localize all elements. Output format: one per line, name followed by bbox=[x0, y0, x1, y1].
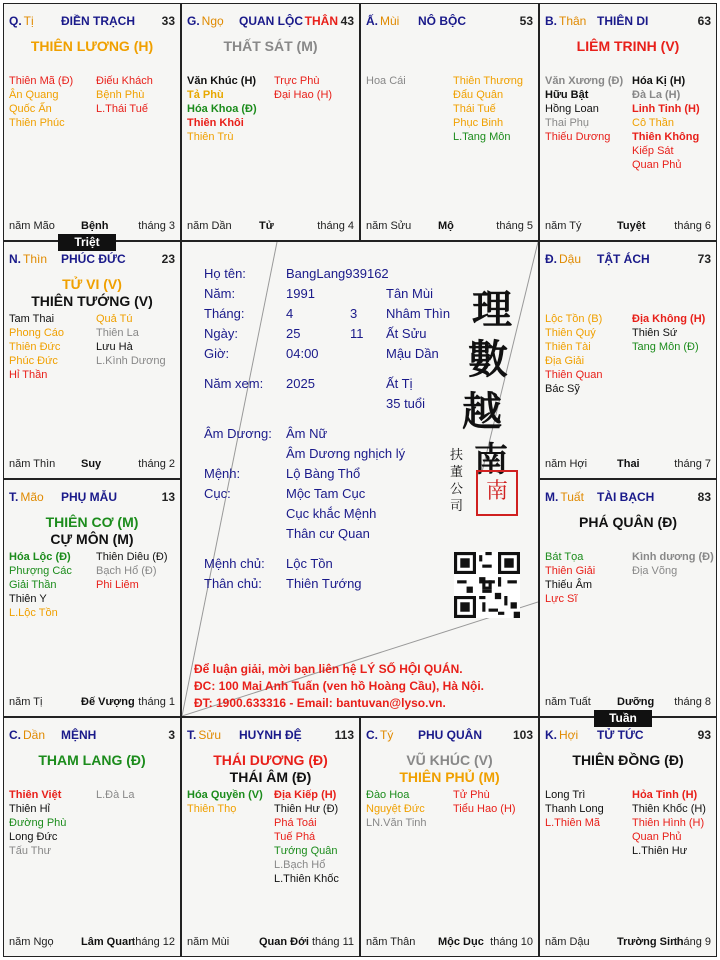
minor-star: Đà La (H) bbox=[632, 89, 681, 101]
main-star: THIÊN LƯƠNG (H) bbox=[30, 38, 154, 54]
minor-star: Lộc Tồn (B) bbox=[545, 313, 603, 325]
palace-name: QUAN LỘC bbox=[239, 14, 303, 28]
minor-star: Thiên Hư (Đ) bbox=[274, 803, 339, 815]
palace-cell-suu[interactable] bbox=[181, 717, 360, 957]
age-number: 23 bbox=[161, 252, 175, 266]
minor-star: Bát Tọa bbox=[545, 551, 584, 563]
month-label: tháng 2 bbox=[138, 458, 175, 470]
minor-star: Tiểu Hao (H) bbox=[453, 803, 516, 815]
left-star-list bbox=[545, 74, 623, 144]
month-label: tháng 9 bbox=[674, 936, 711, 948]
right-star-list bbox=[632, 312, 705, 354]
month-value: 4 bbox=[286, 306, 294, 321]
heavenly-stem: Ấ. bbox=[366, 14, 378, 28]
palace-footer bbox=[545, 220, 711, 234]
minor-star: Hóa Kị (H) bbox=[632, 75, 686, 87]
month-label: Tháng: bbox=[204, 306, 245, 321]
main-star: THIÊN TƯỚNG (V) bbox=[31, 293, 153, 309]
palace-name: TÀI BẠCH bbox=[597, 490, 655, 504]
menh-label: Mệnh: bbox=[204, 466, 241, 481]
life-stage: Quan Đới bbox=[259, 936, 309, 948]
amduong-value: Âm Nữ bbox=[286, 426, 328, 441]
right-star-list bbox=[96, 550, 168, 592]
menhchu-label: Mệnh chủ: bbox=[204, 556, 265, 571]
minor-star: Địa Kiếp (H) bbox=[274, 789, 337, 801]
contact-line-1: Để luận giải, mời bạn liên hệ LÝ SỐ HỘI QUÁN. bbox=[194, 662, 463, 676]
minor-star: Bạch Hổ (Đ) bbox=[96, 565, 157, 577]
earthly-branch: Thân bbox=[559, 14, 587, 28]
minor-star: Tuế Phá bbox=[274, 831, 316, 843]
palace-header bbox=[366, 728, 533, 744]
palace-cell-ngo[interactable] bbox=[181, 3, 360, 241]
palace-footer bbox=[366, 936, 533, 950]
palace-cell-ti[interactable] bbox=[3, 3, 181, 241]
contact-line-2: ĐC: 100 Mai Anh Tuấn (ven hồ Hoàng Cầu), Hà Nội. bbox=[194, 679, 485, 693]
minor-star: L.Thiên Hư bbox=[632, 845, 688, 857]
age-number: 63 bbox=[697, 14, 711, 28]
minor-star: Lưu Hà bbox=[96, 341, 133, 353]
left-star-list bbox=[366, 74, 406, 88]
hour-canchi: Mậu Dần bbox=[386, 346, 439, 361]
age-value: 35 tuổi bbox=[386, 396, 426, 411]
heavenly-stem: T. bbox=[9, 490, 19, 504]
palace-header bbox=[366, 14, 533, 30]
cuc-note-2: Thân cư Quan bbox=[286, 526, 370, 541]
palace-name: TẬT ÁCH bbox=[597, 252, 650, 266]
palace-cell-dau[interactable] bbox=[539, 241, 717, 479]
minor-star: Quan Phủ bbox=[632, 831, 682, 843]
right-star-list bbox=[453, 74, 523, 144]
palace-cell-thin[interactable] bbox=[3, 241, 181, 479]
name-value: BangLang939162 bbox=[286, 266, 389, 281]
age-number: 13 bbox=[161, 490, 175, 504]
minor-star: Đào Hoa bbox=[366, 789, 410, 801]
minor-star: Thiên Hình (H) bbox=[632, 817, 705, 829]
palace-header bbox=[545, 728, 711, 744]
palace-footer bbox=[9, 220, 175, 234]
year-canchi: Tân Mùi bbox=[386, 286, 433, 301]
minor-star: Địa Võng bbox=[632, 565, 678, 577]
amduong-label: Âm Dương: bbox=[204, 426, 272, 441]
earthly-branch: Tuất bbox=[560, 490, 584, 504]
minor-star: Thai Phụ bbox=[545, 117, 590, 129]
left-star-list bbox=[366, 788, 427, 830]
minor-star: Điếu Khách bbox=[96, 75, 153, 87]
age-number: 73 bbox=[697, 252, 711, 266]
calligraphy-char-2: 數 bbox=[468, 336, 508, 383]
earthly-branch: Hợi bbox=[559, 728, 579, 742]
month-canchi: Nhâm Thìn bbox=[386, 306, 451, 321]
year-label: năm Mùi bbox=[187, 936, 230, 948]
earthly-branch: Mão bbox=[20, 490, 44, 504]
name-label: Họ tên: bbox=[204, 266, 246, 281]
palace-cell-than[interactable] bbox=[539, 3, 717, 241]
age-number: 53 bbox=[519, 14, 533, 28]
minor-star: L.Đà La bbox=[96, 789, 135, 801]
year-label: năm Tý bbox=[545, 220, 582, 232]
cuc-note-1: Cục khắc Mệnh bbox=[286, 506, 377, 521]
left-star-list bbox=[9, 312, 64, 382]
red-seal: 南 bbox=[476, 470, 518, 516]
palace-name: ĐIỀN TRẠCH bbox=[61, 14, 135, 28]
minor-star: LN.Văn Tinh bbox=[366, 817, 427, 829]
minor-star: Kiếp Sát bbox=[632, 145, 674, 157]
thanchu-value: Thiên Tướng bbox=[286, 576, 362, 591]
right-star-list bbox=[96, 788, 135, 802]
main-star: THAM LANG (Đ) bbox=[38, 752, 146, 768]
calligraphy-char-3: 越 bbox=[462, 388, 502, 435]
minor-star: Tử Phù bbox=[453, 789, 490, 801]
palace-header bbox=[545, 252, 711, 268]
year-label: năm Tị bbox=[9, 696, 43, 708]
palace-name: NÔ BỘC bbox=[418, 14, 466, 28]
age-number: 83 bbox=[697, 490, 711, 504]
minor-star: Tam Thai bbox=[9, 313, 55, 325]
calligraphy-small: 扶董公司 bbox=[450, 448, 464, 514]
minor-star: L.Tang Môn bbox=[453, 131, 511, 143]
month-label: tháng 3 bbox=[138, 220, 175, 232]
palace-header bbox=[545, 14, 711, 30]
heavenly-stem: N. bbox=[9, 252, 21, 266]
minor-star: Đường Phù bbox=[9, 817, 67, 829]
life-stage: Dưỡng bbox=[617, 696, 655, 708]
heavenly-stem: T. bbox=[187, 728, 197, 742]
left-star-list bbox=[545, 788, 604, 830]
palace-name: PHU QUÂN bbox=[418, 728, 483, 742]
minor-star: Trực Phù bbox=[274, 75, 320, 87]
main-star: TỬ VI (V) bbox=[62, 276, 122, 292]
year-label: năm Tuất bbox=[545, 696, 591, 708]
life-stage: Bệnh bbox=[81, 220, 109, 232]
minor-star: Thiên Thương bbox=[453, 75, 524, 87]
palace-header bbox=[9, 490, 175, 506]
age-number: 3 bbox=[168, 728, 175, 742]
earthly-branch: Tị bbox=[23, 14, 34, 28]
minor-star: Văn Khúc (H) bbox=[187, 75, 257, 87]
age-number: 33 bbox=[161, 14, 175, 28]
palace-footer bbox=[187, 936, 354, 950]
minor-star: Bệnh Phù bbox=[96, 89, 145, 101]
month-label: tháng 7 bbox=[674, 458, 711, 470]
minor-star: Thiên Sứ bbox=[632, 327, 678, 339]
palace-cell-mui[interactable] bbox=[360, 3, 539, 241]
month-label: tháng 1 bbox=[138, 696, 175, 708]
year-value: 1991 bbox=[286, 286, 315, 301]
right-star-list bbox=[274, 74, 332, 102]
left-star-list bbox=[545, 550, 595, 606]
year-label: năm Dần bbox=[187, 220, 232, 232]
month-label: tháng 6 bbox=[674, 220, 711, 232]
palace-name: MỆNH bbox=[61, 728, 97, 742]
palace-header bbox=[9, 252, 175, 268]
palace-name: TỬ TỨC bbox=[597, 728, 644, 742]
left-star-list bbox=[187, 74, 257, 144]
minor-star: Thiên Phúc bbox=[9, 117, 65, 129]
life-stage: Trường Sinh bbox=[617, 936, 684, 948]
right-star-list bbox=[632, 74, 700, 172]
minor-star: Thiên Thọ bbox=[187, 803, 237, 815]
age-number: 93 bbox=[697, 728, 711, 742]
main-star: THIÊN CƠ (M) bbox=[45, 514, 139, 530]
palace-footer bbox=[545, 936, 711, 950]
minor-star: Đẩu Quân bbox=[453, 89, 504, 101]
palace-cell-dan[interactable] bbox=[3, 717, 181, 957]
minor-star: Quốc Ấn bbox=[9, 103, 52, 115]
minor-star: Hỏa Tinh (H) bbox=[632, 789, 698, 801]
minor-star: Hóa Quyền (V) bbox=[187, 789, 263, 801]
month-label: tháng 4 bbox=[317, 220, 354, 232]
main-star: VŨ KHÚC (V) bbox=[406, 752, 493, 768]
center-info-panel bbox=[181, 241, 539, 717]
palace-cell-mao[interactable] bbox=[3, 479, 181, 717]
age-number: 103 bbox=[512, 728, 533, 742]
minor-star: Long Trì bbox=[545, 789, 586, 801]
minor-star: Ân Quang bbox=[9, 89, 59, 101]
minor-star: L.Thái Tuế bbox=[96, 103, 148, 115]
minor-star: Thái Tuế bbox=[453, 103, 496, 115]
life-stage: Thai bbox=[617, 458, 640, 470]
main-star: CỰ MÔN (M) bbox=[50, 531, 134, 547]
minor-star: Nguyệt Đức bbox=[366, 803, 425, 815]
minor-star: L.Lộc Tồn bbox=[9, 607, 58, 619]
minor-star: Phong Cáo bbox=[9, 327, 65, 339]
minor-star: Tướng Quân bbox=[274, 845, 338, 857]
minor-star: Phượng Các bbox=[9, 565, 72, 577]
view-year-label: Năm xem: bbox=[204, 376, 264, 391]
heavenly-stem: B. bbox=[545, 14, 557, 28]
minor-star: Thiếu Dương bbox=[545, 131, 611, 143]
year-label: Năm: bbox=[204, 286, 236, 301]
palace-name: THIÊN DI bbox=[597, 14, 649, 28]
minor-star: Phúc Đức bbox=[9, 355, 58, 367]
palace-cell-tuat[interactable] bbox=[539, 479, 717, 717]
left-star-list bbox=[545, 312, 602, 396]
minor-star: Phục Binh bbox=[453, 117, 504, 129]
month-label: tháng 12 bbox=[132, 936, 175, 948]
right-star-list bbox=[274, 788, 339, 886]
minor-star: L.Bạch Hổ bbox=[274, 859, 326, 871]
minor-star: Thiên Giải bbox=[545, 565, 596, 577]
left-star-list bbox=[187, 788, 263, 816]
month-label: tháng 11 bbox=[311, 936, 354, 948]
minor-star: Thiên Hỉ bbox=[9, 803, 50, 815]
view-year-value: 2025 bbox=[286, 376, 315, 391]
palace-header bbox=[9, 728, 175, 744]
right-star-list bbox=[632, 550, 714, 578]
minor-star: Tả Phù bbox=[187, 89, 224, 101]
cuc-value: Mộc Tam Cục bbox=[286, 486, 366, 501]
minor-star: Long Đức bbox=[9, 831, 58, 843]
palace-header bbox=[9, 14, 175, 30]
minor-star: Hóa Khoa (Đ) bbox=[187, 103, 257, 115]
minor-star: Thiên Mã (Đ) bbox=[9, 75, 74, 87]
minor-star: Tang Môn (Đ) bbox=[632, 341, 699, 353]
left-star-list bbox=[9, 550, 72, 620]
age-number: 43 bbox=[340, 14, 354, 28]
triet-marker: Triệt bbox=[58, 234, 116, 251]
minor-star: Địa Không (H) bbox=[632, 313, 706, 325]
month-label: tháng 10 bbox=[490, 936, 533, 948]
hour-label: Giờ: bbox=[204, 346, 230, 361]
life-stage: Tử bbox=[259, 220, 274, 232]
qr-code-icon[interactable] bbox=[454, 552, 520, 618]
minor-star: Linh Tinh (H) bbox=[632, 103, 700, 115]
palace-header bbox=[187, 14, 354, 30]
year-label: năm Thân bbox=[366, 936, 416, 948]
left-star-list bbox=[9, 74, 73, 130]
minor-star: Hoa Cái bbox=[366, 75, 406, 87]
palace-footer bbox=[366, 220, 533, 234]
main-star: THÁI ÂM (Đ) bbox=[229, 769, 312, 785]
right-star-list bbox=[96, 312, 166, 368]
minor-star: Thiên Không bbox=[632, 131, 700, 143]
palace-footer bbox=[545, 458, 711, 472]
minor-star: Quả Tú bbox=[96, 313, 133, 325]
palace-cell-ty[interactable] bbox=[360, 717, 539, 957]
heavenly-stem: K. bbox=[545, 728, 557, 742]
main-star: THẤT SÁT (M) bbox=[223, 38, 318, 54]
minor-star: Hữu Bật bbox=[545, 89, 589, 101]
earthly-branch: Ngọ bbox=[201, 14, 224, 28]
heavenly-stem: M. bbox=[545, 490, 559, 504]
palace-name: PHÚC ĐỨC bbox=[61, 252, 126, 266]
cuc-label: Cục: bbox=[204, 486, 231, 501]
right-star-list bbox=[632, 788, 706, 858]
life-stage: Mộ bbox=[438, 220, 454, 232]
minor-star: Thanh Long bbox=[545, 803, 604, 815]
day-label: Ngày: bbox=[204, 326, 238, 341]
main-star: THIÊN ĐỒNG (Đ) bbox=[572, 752, 684, 768]
minor-star: Thiên Tài bbox=[545, 341, 591, 353]
body-palace-marker: THÂN bbox=[304, 14, 338, 28]
minor-star: Lực Sĩ bbox=[545, 593, 578, 605]
heavenly-stem: C. bbox=[9, 728, 21, 742]
minor-star: L.Kình Dương bbox=[96, 355, 166, 367]
thanchu-label: Thân chủ: bbox=[204, 576, 262, 591]
palace-cell-hoi[interactable] bbox=[539, 717, 717, 957]
month-label: tháng 5 bbox=[496, 220, 533, 232]
minor-star: Bác Sỹ bbox=[545, 383, 580, 395]
year-label: năm Ngọ bbox=[9, 936, 54, 948]
palace-footer bbox=[9, 458, 175, 472]
year-label: năm Mão bbox=[9, 220, 55, 232]
palace-header bbox=[187, 728, 354, 744]
earthly-branch: Sửu bbox=[198, 728, 222, 742]
minor-star: Thiên Việt bbox=[9, 789, 62, 801]
day-value: 25 bbox=[286, 326, 301, 341]
heavenly-stem: C. bbox=[366, 728, 378, 742]
right-star-list bbox=[453, 788, 516, 816]
minor-star: Văn Xương (Đ) bbox=[545, 75, 624, 87]
minor-star: Hóa Lộc (Đ) bbox=[9, 551, 71, 563]
calligraphy-char-4: 南 bbox=[474, 440, 508, 480]
age-number: 113 bbox=[334, 728, 354, 742]
minor-star: Thiên Diêu (Đ) bbox=[96, 551, 168, 563]
life-stage: Đế Vượng bbox=[81, 696, 135, 708]
minor-star: L.Thiên Khốc bbox=[274, 873, 339, 885]
heavenly-stem: G. bbox=[187, 14, 200, 28]
minor-star: Thiên La bbox=[96, 327, 139, 339]
earthly-branch: Dậu bbox=[559, 252, 582, 266]
palace-footer bbox=[545, 696, 711, 710]
palace-footer bbox=[9, 696, 175, 710]
hour-value: 04:00 bbox=[286, 346, 319, 361]
minor-star: Cô Thần bbox=[632, 117, 674, 129]
minor-star: Thiên Đức bbox=[9, 341, 61, 353]
right-star-list bbox=[96, 74, 153, 116]
palace-header bbox=[545, 490, 711, 506]
year-label: năm Hợi bbox=[545, 458, 588, 470]
minor-star: Kình dương (Đ) bbox=[632, 551, 714, 563]
minor-star: Thiên Quý bbox=[545, 327, 596, 339]
main-star: PHÁ QUÂN (Đ) bbox=[579, 514, 677, 530]
day-lunar: 11 bbox=[350, 326, 364, 341]
menhchu-value: Lộc Tồn bbox=[286, 556, 333, 571]
minor-star: Địa Giải bbox=[545, 355, 585, 367]
minor-star: Thiên Khôi bbox=[187, 117, 244, 129]
life-stage: Mộc Dục bbox=[438, 936, 484, 948]
minor-star: Hỉ Thần bbox=[9, 369, 48, 381]
main-star: LIÊM TRINH (V) bbox=[576, 38, 680, 54]
amduong-note: Âm Dương nghịch lý bbox=[286, 446, 406, 461]
heavenly-stem: Đ. bbox=[545, 252, 557, 266]
minor-star: Phá Toái bbox=[274, 817, 317, 829]
minor-star: Thiên Trù bbox=[187, 131, 234, 143]
earthly-branch: Thìn bbox=[23, 252, 48, 266]
main-star: THÁI DƯƠNG (Đ) bbox=[213, 752, 328, 768]
life-stage: Suy bbox=[81, 458, 102, 470]
palace-name: HUYNH ĐỆ bbox=[239, 728, 302, 742]
tuan-marker: Tuần bbox=[594, 710, 652, 727]
minor-star: Thiên Khốc (H) bbox=[632, 803, 706, 815]
year-label: năm Sửu bbox=[366, 220, 412, 232]
earthly-branch: Dần bbox=[23, 728, 46, 742]
minor-star: Quan Phủ bbox=[632, 159, 682, 171]
minor-star: Tấu Thư bbox=[9, 845, 52, 857]
life-stage: Tuyệt bbox=[617, 220, 646, 232]
minor-star: Thiên Y bbox=[9, 593, 47, 605]
main-star: THIÊN PHỦ (M) bbox=[399, 769, 500, 785]
earthly-branch: Tý bbox=[380, 728, 394, 742]
palace-footer bbox=[9, 936, 175, 950]
palace-name: PHỤ MẪU bbox=[61, 490, 117, 504]
view-year-canchi: Ất Tị bbox=[386, 376, 413, 391]
left-star-list bbox=[9, 788, 66, 858]
contact-email-line[interactable]: ĐT: 1900.633316 - Email: bantuvan@lyso.vn. bbox=[194, 696, 446, 710]
month-lunar: 3 bbox=[350, 306, 358, 321]
minor-star: Thiên Quan bbox=[545, 369, 603, 381]
menh-value: Lộ Bàng Thổ bbox=[286, 466, 361, 481]
minor-star: L.Thiên Mã bbox=[545, 817, 601, 829]
minor-star: Hồng Loan bbox=[545, 103, 599, 115]
minor-star: Phi Liêm bbox=[96, 579, 139, 591]
earthly-branch: Mùi bbox=[380, 14, 400, 28]
year-label: năm Dậu bbox=[545, 936, 590, 948]
palace-footer bbox=[187, 220, 354, 234]
minor-star: Đại Hao (H) bbox=[274, 89, 333, 101]
heavenly-stem: Q. bbox=[9, 14, 22, 28]
calligraphy-char-1: 理 bbox=[472, 286, 512, 333]
minor-star: Thiếu Âm bbox=[545, 579, 593, 591]
year-label: năm Thìn bbox=[9, 458, 56, 470]
month-label: tháng 8 bbox=[674, 696, 711, 708]
minor-star: Giải Thần bbox=[9, 579, 57, 591]
horoscope-board bbox=[3, 3, 717, 957]
life-stage: Lâm Quan bbox=[81, 936, 135, 948]
day-canchi: Ất Sửu bbox=[386, 326, 427, 341]
